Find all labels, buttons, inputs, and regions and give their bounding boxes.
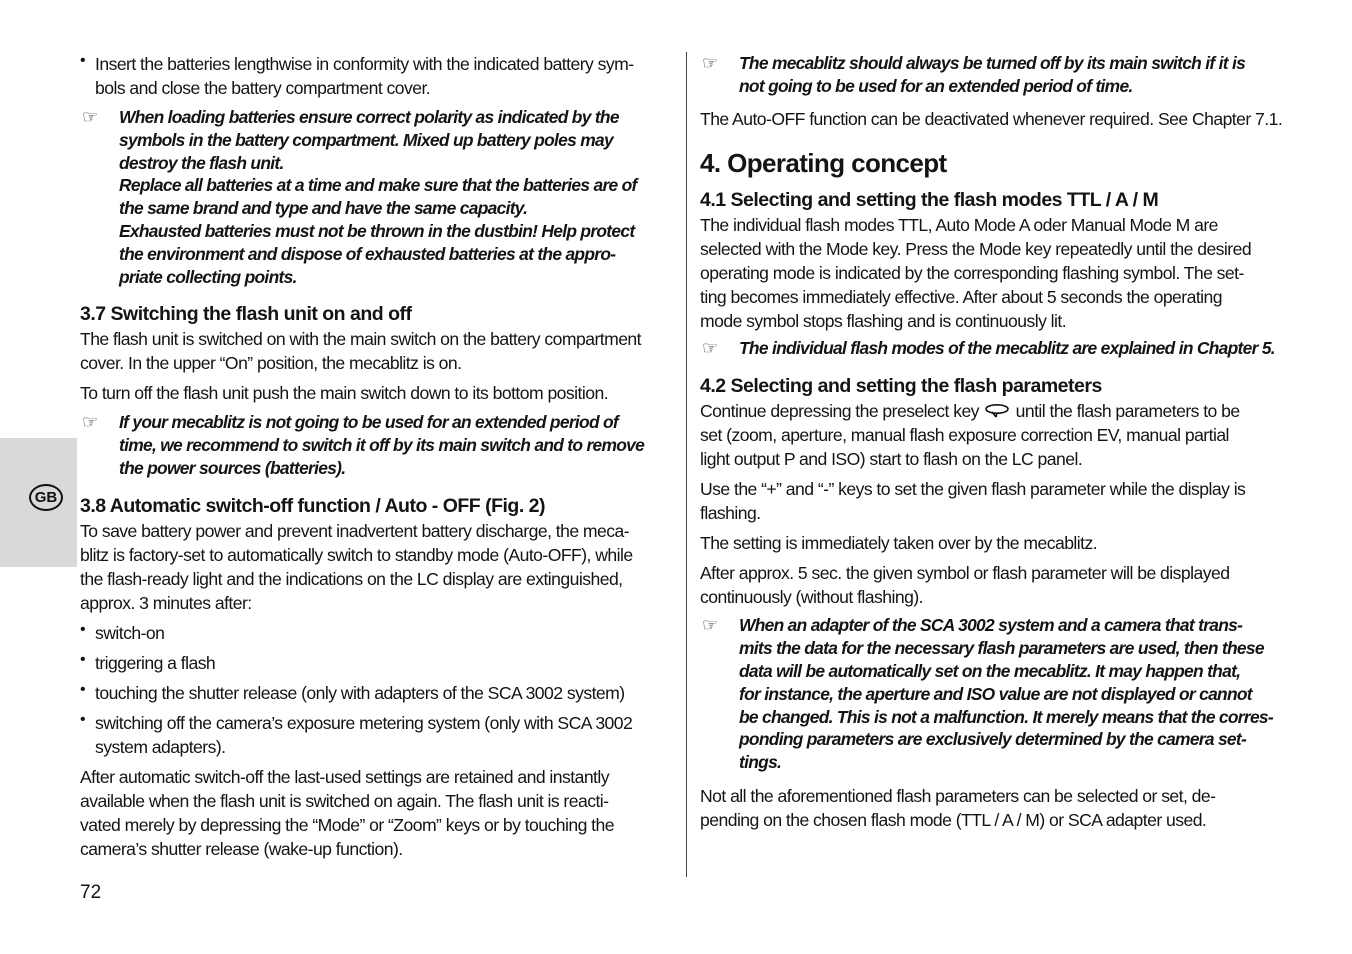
pointing-hand-icon: ☞ xyxy=(82,412,99,433)
bullet-metering: • switching off the camera’s exposure metering system (only with SCA 3002 system adapters). xyxy=(80,710,633,757)
note-extended-period: ☞ If your mecablitz is not going to be used for an extended period of time, we recommend to switch it off by its main switch and to remove the power sources (batteries). xyxy=(82,412,645,478)
paragraph-flash-modes: The individual flash modes TTL, Auto Mode A oder Manual Mode M are selected with the Mode key. Press the Mode key repeatedly until the desired operating mode is indicated by the corresponding flashing symbol. The set- ting becomes immediately effective. After about 5 seconds the operating mode symbol stops flashing and is continuously lit. xyxy=(700,214,1252,331)
note-flash-modes: ☞ The individual flash modes of the mecablitz are explained in Chapter 5. xyxy=(702,337,1275,358)
preselect-text-end: until the flash parameters to be xyxy=(1015,401,1240,422)
preselect-key-icon xyxy=(983,403,1011,419)
pointing-hand-icon: ☞ xyxy=(702,337,719,358)
bullet-switch-on: • switch-on xyxy=(80,620,165,643)
bullet-triggering: • triggering a flash xyxy=(80,650,216,673)
paragraph-wake-up: After automatic switch-off the last-used settings are retained and instantly available when the flash unit is switched on again. The flash unit is reacti- vated merely by depressing the “Mode” or “Zoom” keys or by touching the camera’s shutter release (wake-up function). xyxy=(80,766,614,859)
bullet-shutter-release: • touching the shutter release (only with adapters of the SCA 3002 system) xyxy=(80,680,625,703)
heading-4-2: 4.2 Selecting and setting the flash parameters xyxy=(700,375,1102,398)
heading-4: 4. Operating concept xyxy=(700,147,947,178)
pointing-hand-icon: ☞ xyxy=(702,53,719,73)
note-battery-polarity: ☞ When loading batteries ensure correct polarity as indicated by the symbols in the battery compartment. Mixed up battery poles may destroy the flash unit. Replace all batteries at a time and make sure that the batteries are of the same brand and type and have the same capacity. Exhausted batteries must not be thrown in the dustbin! Help protect the environment and dispose of exhausted batteries at the appro- priate collecting points. xyxy=(82,107,637,287)
page-number: 72 xyxy=(80,882,102,903)
language-badge: GB xyxy=(29,484,63,511)
paragraph-after-5-sec: After approx. 5 sec. the given symbol or flash parameter will be displayed continuously (without flashing). xyxy=(700,563,1230,608)
preselect-text-start: Continue depressing the preselect key xyxy=(700,401,979,422)
heading-4-1: 4.1 Selecting and setting the flash modes TTL / A / M xyxy=(700,188,1159,211)
bullet-line: bols and close the battery compartment cover. xyxy=(95,78,431,98)
paragraph-auto-off-deactivate: The Auto-OFF function can be deactivated whenever required. See Chapter 7.1. xyxy=(700,108,1283,129)
paragraph-switch-on: The flash unit is switched on with the main switch on the battery compartment cover. In the upper “On” position, the mecablitz is on. xyxy=(80,329,642,374)
pointing-hand-icon: ☞ xyxy=(82,107,99,127)
bullet-line: Insert the batteries lengthwise in conformity with the indicated battery sym- xyxy=(95,54,634,74)
bullet-insert-batteries: • Insert the batteries lengthwise in conformity with the indicated battery sym- bols and close the battery compartment cover. xyxy=(80,52,678,100)
paragraph-switch-off: To turn off the flash unit push the main switch down to its bottom position. xyxy=(80,383,609,404)
right-column xyxy=(700,52,1300,832)
paragraph-not-all-parameters: Not all the aforementioned flash parameters can be selected or set, de- pending on the chosen flash mode (TTL / A / M) or SCA adapter used. xyxy=(700,785,1216,830)
column-divider xyxy=(686,52,687,877)
heading-3-7: 3.7 Switching the flash unit on and off xyxy=(80,303,412,326)
pointing-hand-icon: ☞ xyxy=(702,615,719,636)
paragraph-preselect: Continue depressing the preselect key until the flash parameters to be set (zoom, aperture, manual flash exposure correction EV, manual partial light output P and ISO) start to flash on the LC panel. xyxy=(700,401,1240,470)
note-sca-adapter: ☞ When an adapter of the SCA 3002 system and a camera that trans- mits the data for the necessary flash parameters are used, then these data will be automatically set on the mecablitz. It may happen that, for instance, the aperture and ISO value are not displayed or cannot be changed. This is not a malfunction. It merely means that the corres- ponding parameters are exclusively determined by the camera set- tings. xyxy=(702,615,1273,773)
paragraph-plus-minus: Use the “+” and “-” keys to set the given flash parameter while the display is flashing. xyxy=(700,479,1246,524)
note-main-switch: ☞ The mecablitz should always be turned off by its main switch if it is not going to be used for an extended period of time. xyxy=(702,53,1246,96)
left-column xyxy=(80,52,678,861)
paragraph-auto-off-intro: To save battery power and prevent inadvertent battery discharge, the meca- blitz is factory-set to automatically switch to standby mode (Auto-OFF), while the flash-ready light and the indications on the LC display are extinguished, approx. 3 minutes after: xyxy=(80,520,633,613)
paragraph-setting-taken: The setting is immediately taken over by the mecablitz. xyxy=(700,533,1098,554)
heading-3-8: 3.8 Automatic switch-off function / Auto - OFF (Fig. 2) xyxy=(80,494,546,517)
